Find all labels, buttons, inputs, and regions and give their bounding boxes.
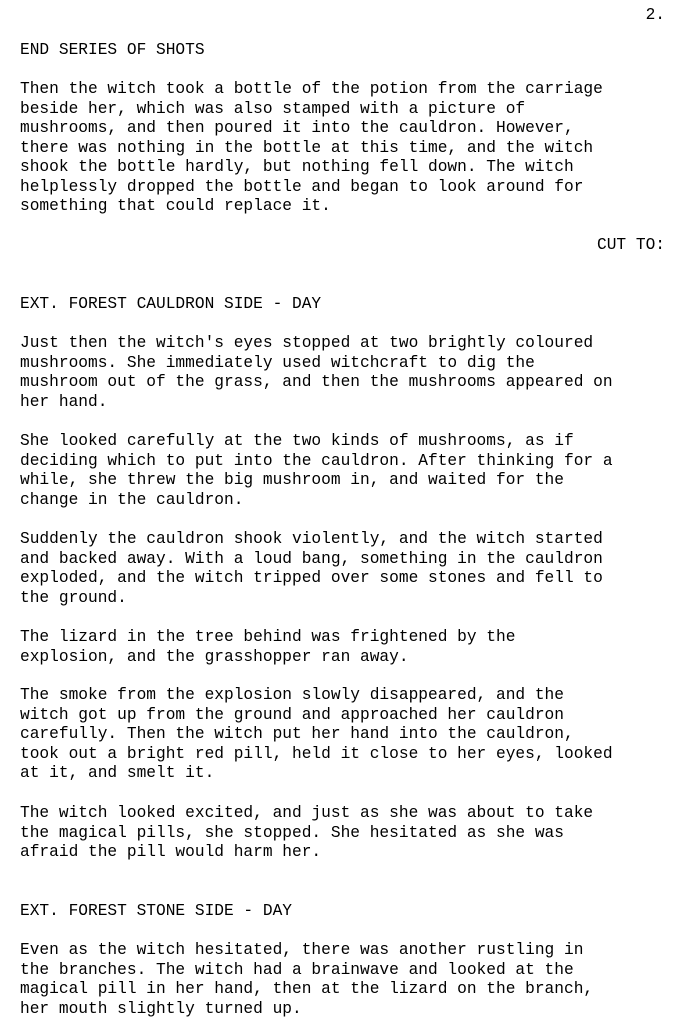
action-line: The witch looked excited, and just as she was about to take [20, 804, 594, 822]
scene-heading-stone: EXT. FOREST STONE SIDE - DAY [20, 902, 292, 920]
action-line: explosion, and the grasshopper ran away. [20, 647, 409, 666]
scene-heading-cauldron: EXT. FOREST CAULDRON SIDE - DAY [20, 295, 322, 313]
action-line: took out a bright red pill, held it close to her eyes, looked [20, 744, 613, 763]
action-line: afraid the pill would harm her. [20, 843, 322, 861]
action-line: Suddenly the cauldron shook violently, and the witch started [20, 530, 603, 548]
action-line: change in the cauldron. [20, 490, 244, 509]
action-line: her hand. [20, 392, 108, 411]
action-line: The lizard in the tree behind was frightened by the [20, 628, 516, 646]
action-line: Even as the witch hesitated, there was another rustling in [20, 941, 584, 959]
action-line: magical pill in her hand, then at the lizard on the branch, [20, 980, 594, 998]
action-line: Just then the witch's eyes stopped at two brightly coloured [20, 334, 594, 352]
action-line: exploded, and the witch tripped over some stones and fell to [20, 569, 603, 587]
action-line: deciding which to put into the cauldron. After thinking for a [20, 451, 613, 470]
action-line: the branches. The witch had a brainwave and looked at the [20, 960, 574, 979]
action-line: while, she threw the big mushroom in, and waited for the [20, 471, 564, 489]
action-line: mushrooms, and then poured it into the cauldron. However, [20, 119, 574, 137]
action-line: She looked carefully at the two kinds of mushrooms, as if [20, 432, 574, 450]
action-line: something that could replace it. [20, 197, 331, 215]
action-line: there was nothing in the bottle at this time, and the witch [20, 138, 594, 157]
transition-cut-to: CUT TO: [597, 236, 665, 254]
action-line: carefully. Then the witch put her hand into the cauldron, [20, 725, 574, 743]
action-line: her mouth slightly turned up. [20, 999, 302, 1018]
action-line: beside her, which was also stamped with a picture of [20, 99, 526, 118]
action-line: Then the witch took a bottle of the potion from the carriage [20, 80, 603, 98]
action-line: and backed away. With a loud bang, something in the cauldron [20, 549, 603, 568]
action-line: mushroom out of the grass, and then the mushrooms appeared on [20, 373, 613, 391]
page-number: 2. [645, 6, 665, 24]
action-line: The smoke from the explosion slowly disappeared, and the [20, 686, 564, 704]
action-line: helplessly dropped the bottle and began to look around for [20, 177, 584, 196]
action-line: at it, and smelt it. [20, 764, 215, 782]
action-line: mushrooms. She immediately used witchcraft to dig the [20, 353, 535, 372]
action-line: the magical pills, she stopped. She hesitated as she was [20, 823, 564, 842]
action-line: shook the bottle hardly, but nothing fell down. The witch [20, 158, 574, 176]
action-line: witch got up from the ground and approached her cauldron [20, 705, 564, 724]
action-line: the ground. [20, 588, 127, 607]
end-series-heading: END SERIES OF SHOTS [20, 41, 205, 59]
